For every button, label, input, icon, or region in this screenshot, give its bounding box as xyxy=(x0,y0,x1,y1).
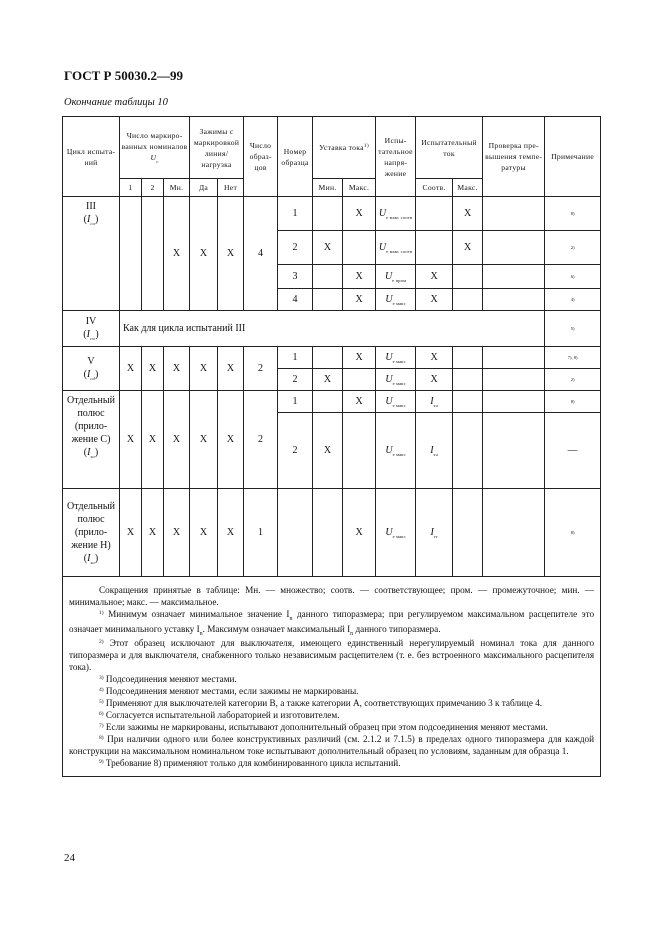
col-temp-header: Проверка превышения температуры xyxy=(483,117,545,197)
cell-sample-no: 1 xyxy=(278,347,313,369)
cycle-4-text: Как для цикла испытаний III xyxy=(120,311,545,347)
cell-mark: X xyxy=(190,489,218,577)
cell-mark: X xyxy=(164,197,190,311)
cell-mark: X xyxy=(190,197,218,311)
table-row xyxy=(63,347,601,369)
test-cycles-table xyxy=(62,116,601,777)
col-current-header: Испытательный ток xyxy=(416,117,483,179)
cell-voltage: $U_{e макс}$ xyxy=(376,347,416,369)
cell-note: 5) xyxy=(545,311,601,347)
table-row xyxy=(63,391,601,413)
col-remarks-header: Примечание xyxy=(545,117,601,197)
table-caption: Окончание таблицы 10 xyxy=(64,97,168,108)
cell-mark: X xyxy=(416,347,453,369)
cell-current: $I_{rт}$ xyxy=(416,489,453,577)
cell-mark: X xyxy=(416,265,453,289)
cell-note: 8) xyxy=(545,391,601,413)
sub-col-2: 2 xyxy=(142,179,164,197)
cell-sample-no: 4 xyxy=(278,289,313,311)
cell-mark: X xyxy=(190,347,218,391)
cell-voltage: $U_{e макс}$ xyxy=(376,413,416,489)
cell-mark: X xyxy=(190,391,218,489)
cycle-3-label: III $(I_{cu})$ xyxy=(63,197,120,311)
cell-sample-no: 1 xyxy=(278,197,313,231)
cell-mark: X xyxy=(164,391,190,489)
cell-voltage: $U_{e макс соотв}$ xyxy=(376,197,416,231)
cycle-annex-h-label: Отдельный полюс (приложение Н) $(I_{su})$ xyxy=(63,489,120,577)
cell-voltage: $U_{e макс}$ xyxy=(376,289,416,311)
cell-samples: 2 xyxy=(244,391,278,489)
footnote-7: $^{7)}$ Если зажимы не маркированы, испытывают дополнительный образец при этом подсоединения меняют местами. xyxy=(99,721,548,732)
cell-mark: X xyxy=(343,197,376,231)
cell-current: $I_{su}$ xyxy=(416,413,453,489)
cell-samples: 2 xyxy=(244,347,278,391)
footnote-5: $^{5)}$ Применяют для выключателей категории В, а также категории А, соответствующих примечанию 3 к таблице 4. xyxy=(99,697,543,708)
cell-mark: X xyxy=(416,369,453,391)
footnote-2: $^{2)}$ Этот образец исключают для выключателя, имеющего единственный нерегулируемый номинал тока для данного типоразмера и для выключателя, снабженного только независимым расцепителем (т. е. без встроенного максимального расцепителя тока). xyxy=(69,638,595,673)
cell-mark: X xyxy=(343,289,376,311)
sub-col-min: Мин. xyxy=(313,179,343,197)
sub-col-many: Мн. xyxy=(164,179,190,197)
document-code: ГОСТ Р 50030.2—99 xyxy=(64,68,183,83)
cell-note: 7), 8) xyxy=(545,347,601,369)
table-row xyxy=(63,489,601,577)
cell-mark: X xyxy=(416,289,453,311)
sub-col-corr: Соотв. xyxy=(416,179,453,197)
cell-mark: X xyxy=(120,391,142,489)
footnotes-row xyxy=(63,577,601,777)
cell-mark: X xyxy=(142,347,164,391)
cell-mark: X xyxy=(120,347,142,391)
cell-mark: X xyxy=(343,489,376,577)
cell-mark: X xyxy=(218,489,244,577)
table-header-row xyxy=(63,117,601,179)
cell-voltage: $U_{e пром}$ xyxy=(376,265,416,289)
cell-samples: 1 xyxy=(244,489,278,577)
cycle-4-label: IV $(I_{cw})$ xyxy=(63,311,120,347)
sub-col-max2: Макс. xyxy=(453,179,483,197)
table-row xyxy=(63,311,601,347)
cell-mark: X xyxy=(218,197,244,311)
footnote-8: $^{8)}$ При наличии одного или более конструктивных различий (см. 2.1.2 и 7.1.5) в пределах одного типоразмера для каждой конструкции на максимальном номинальном токе испытывают дополнительный образец по условиям, заданным для образца 1. xyxy=(69,733,595,756)
col-sample-no-header: Номер образца xyxy=(278,117,313,197)
cell-mark: X xyxy=(313,369,343,391)
cell-mark: X xyxy=(453,197,483,231)
col-samples-header: Число образцов xyxy=(244,117,278,197)
cell-note: 8) xyxy=(545,489,601,577)
col-markings-header: Число маркированных номиналов $U_c$ xyxy=(120,117,190,179)
page-number: 24 xyxy=(64,852,75,864)
cycle-annex-c-label: Отдельный полюс (приложение С) $(I_{su})$ xyxy=(63,391,120,489)
cell-note: 4) xyxy=(545,289,601,311)
cell-mark: X xyxy=(218,347,244,391)
cell-voltage: $U_{e макс}$ xyxy=(376,391,416,413)
footnote-abbr: Сокращения принятые в таблице: Мн. — множество; соотв. — соответствующее; пром. — промежуточное; мин. — минимальное; макс. — максимальное. xyxy=(69,585,595,607)
cell-mark: X xyxy=(164,489,190,577)
cell-mark: X xyxy=(142,391,164,489)
cycle-5-label: V $(I_{cd})$ xyxy=(63,347,120,391)
cell-mark: X xyxy=(453,231,483,265)
footnote-9: $^{9)}$ Требование 8) применяют только для комбинированного цикла испытаний. xyxy=(99,757,401,768)
footnote-3: $^{3)}$ Подсоединения меняют местами. xyxy=(99,674,237,685)
cell-mark: X xyxy=(218,391,244,489)
cell-mark: X xyxy=(313,413,343,489)
cell-note: 2) xyxy=(545,369,601,391)
cell-mark: X xyxy=(343,391,376,413)
sub-col-no: Нет xyxy=(218,179,244,197)
cell-mark: X xyxy=(164,347,190,391)
cell-sample-no: 3 xyxy=(278,265,313,289)
table-row xyxy=(63,197,601,231)
cell-sample-no: 2 xyxy=(278,413,313,489)
footnote-1: $^{1)}$ Минимум означает минимальное значение $I_n$ данного типоразмера; при регулируемом максимальном расцепителе это означает минимального уставку $I_n$. Максимум означает максимальный $I_n$ данного типоразмера. xyxy=(69,608,595,637)
cell-mark: X xyxy=(142,489,164,577)
cell-mark: X xyxy=(313,231,343,265)
cell-voltage: $U_{e макс}$ xyxy=(376,369,416,391)
cell-note: — xyxy=(545,413,601,489)
cell-current: $I_{su}$ xyxy=(416,391,453,413)
cell-mark: X xyxy=(120,489,142,577)
cell-note: 8) xyxy=(545,197,601,231)
cell-note: 2) xyxy=(545,231,601,265)
col-terminals-header: Зажимы с маркировкой линия/нагрузка xyxy=(190,117,244,179)
footnote-4: $^{4)}$ Подсоединения меняют местами, если зажимы не маркированы. xyxy=(99,685,359,696)
sub-col-max: Макс. xyxy=(343,179,376,197)
cell-voltage: $U_{e макс соотв}$ xyxy=(376,231,416,265)
footnote-6: $^{6)}$ Согласуется испытательной лабораторией и изготовителем. xyxy=(99,709,340,720)
sub-col-yes: Да xyxy=(190,179,218,197)
cell-samples: 4 xyxy=(244,197,278,311)
cell-voltage: $U_{e макс}$ xyxy=(376,489,416,577)
cell-sample-no: 2 xyxy=(278,231,313,265)
col-voltage-header: Испытательное напряжение xyxy=(376,117,416,197)
footnotes xyxy=(63,577,601,777)
cell-mark: X xyxy=(343,265,376,289)
col-cycle-header: Цикл испытаний xyxy=(63,117,120,197)
cell-note: 6) xyxy=(545,265,601,289)
cell-sample-no: 2 xyxy=(278,369,313,391)
col-setting-header: Уставка тока$^{1)}$ xyxy=(313,117,376,179)
sub-col-1: 1 xyxy=(120,179,142,197)
cell-mark: X xyxy=(343,347,376,369)
cell-sample-no: 1 xyxy=(278,391,313,413)
